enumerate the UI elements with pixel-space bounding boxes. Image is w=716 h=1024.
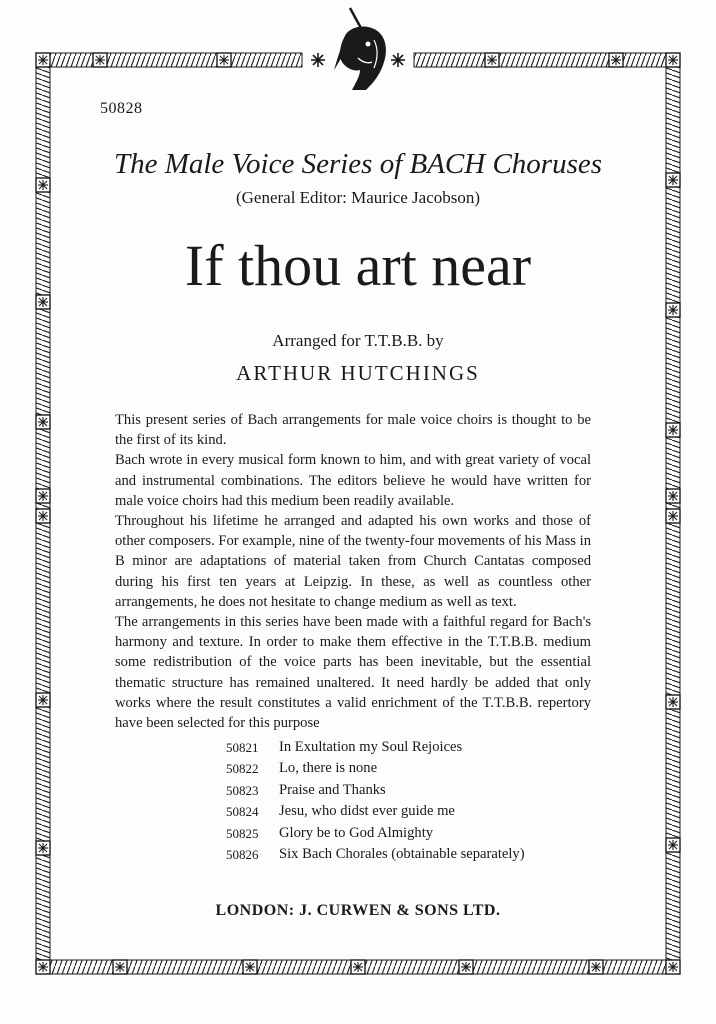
intro-paragraph: Throughout his lifetime he arranged and adapted his own works and those of other composers. For example, nine of the twenty-four movements of his Mass in B minor are adaptations of material taken from Church Cantatas composed during his first ten years at Leipzig. In these, as well as countless other arrangements, he does not hesitate to change medium as well as text.: [115, 513, 591, 610]
arranged-for-line: Arranged for T.T.B.B. by: [272, 331, 444, 350]
intro-text: [115, 410, 591, 733]
intro-paragraph: Bach wrote in every musical form known to him, and with great variety of vocal and instrumental combinations. The editors believe he would have written for male voice choirs had this medium been readily available.: [115, 452, 591, 509]
list-item: [226, 801, 525, 822]
intro-paragraph: The arrangements in this series have been made with a faithful regard for Bach's harmony and texture. In order to make them effective in the T.T.B.B. medium some redistribution of the voice parts has been inevitable, but the essential thematic structure has remained unaltered. It need hardly be added that only works where the result constitutes a valid enrichment of the T.T.B.B. repertory have been selected for this purpose: [115, 614, 591, 732]
list-item: [226, 780, 525, 801]
publisher-line: LONDON: J. CURWEN & SONS LTD.: [215, 902, 501, 919]
work-title: Six Bach Chorales (obtainable separately): [279, 846, 525, 863]
series-title: The Male Voice Series of BACH Choruses: [113, 148, 603, 180]
list-item: [226, 758, 525, 779]
work-title: Lo, there is none: [279, 760, 378, 777]
work-number: 50821: [226, 740, 259, 755]
work-number: 50823: [226, 782, 259, 798]
work-title: In Exultation my Soul Rejoices: [279, 739, 463, 755]
work-number: 50826: [226, 847, 259, 863]
works-list: [226, 737, 525, 865]
list-item: [226, 844, 525, 865]
arranger-name: ARTHUR HUTCHINGS: [236, 361, 480, 385]
intro-paragraph: This present series of Bach arrangements for male voice choirs is thought to be the first of its kind.: [115, 412, 591, 449]
work-number: 50824: [226, 804, 259, 820]
work-title: Jesu, who didst ever guide me: [279, 803, 455, 820]
work-number: 50825: [226, 825, 259, 841]
unicorn-head-icon: [334, 8, 386, 90]
work-number: 50822: [226, 761, 259, 777]
work-title: Glory be to God Almighty: [279, 824, 434, 841]
work-title: Praise and Thanks: [279, 781, 386, 798]
page-title: If thou art near: [184, 233, 532, 298]
general-editor-line: (General Editor: Maurice Jacobson): [235, 188, 481, 207]
list-item: [226, 823, 525, 844]
list-item: [226, 737, 525, 758]
catalog-number: 50828: [100, 100, 143, 117]
